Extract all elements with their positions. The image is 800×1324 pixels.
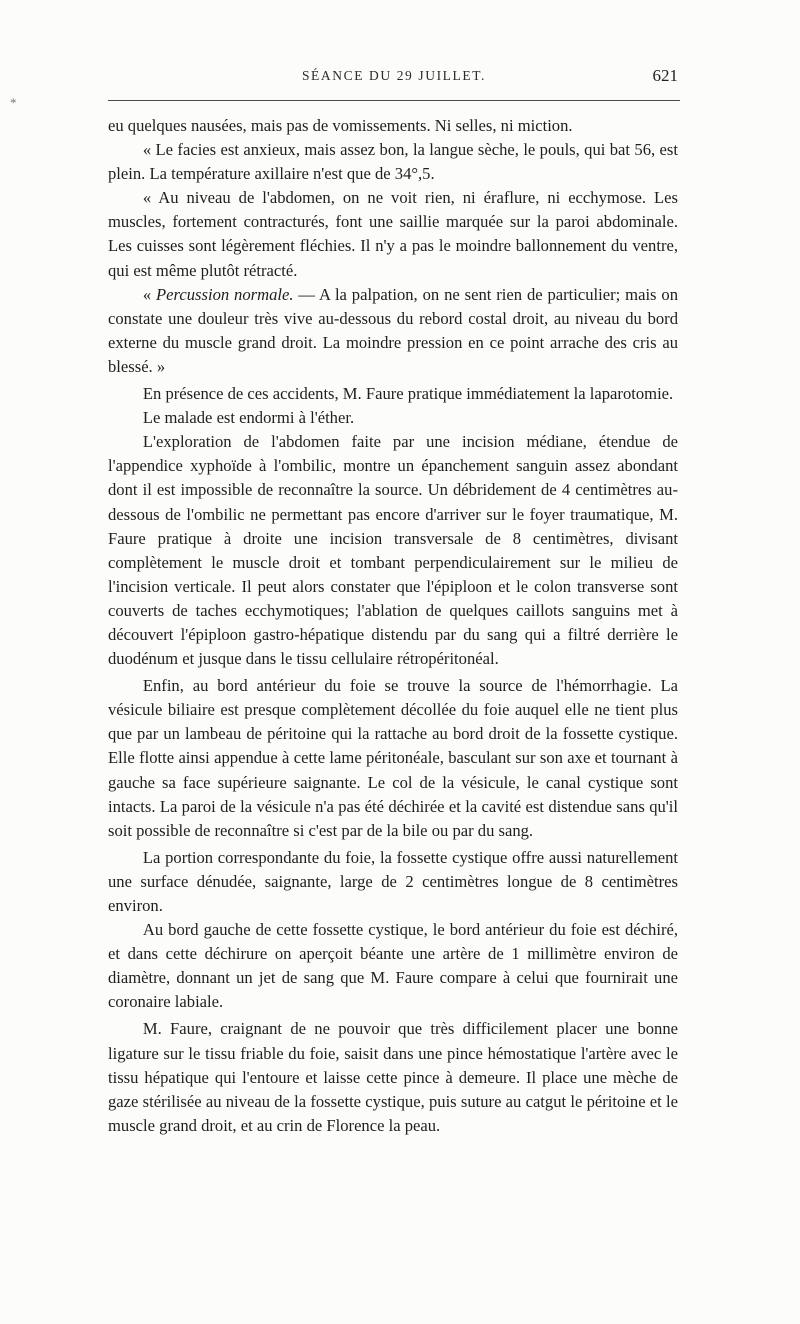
running-title: SÉANCE DU 29 JUILLET. bbox=[301, 68, 487, 83]
percussion-text: — A la palpation, on ne sent rien de particulier; mais on constate une douleur très vive au-dessous du rebord costal droit, au niveau du bord externe du muscle grand droit. La moindre pression en ce point arrache des cris au blessé. » bbox=[108, 284, 678, 376]
paragraph-hemorrhagie: Enfin, au bord antérieur du foie se trouve la source de l'hémorrhagie. La vésicule biliaire est presque complètement décollée du foie auquel elle ne tient plus que par un lambeau de péritoine qui la rattache au bord droit de la fossette cystique. Elle flotte ainsi appendue à cette lame péritonéale, basculant sur son axe et tournant à gauche sa face supérieure saignante. Le col de la vésicule, le canal cystique sont intacts. La paroi de la vésicule n'a pas été déchirée et la cavité est distendue sans qu'il soit possible de reconnaître si c'est par de la bile ou par du sang. bbox=[108, 676, 678, 840]
percussion-heading: Percussion normale. bbox=[156, 284, 294, 304]
page-header bbox=[108, 66, 680, 94]
paragraph-continuation: eu quelques nausées, mais pas de vomissements. Ni selles, ni miction. bbox=[108, 116, 573, 135]
paragraph-artere: Au bord gauche de cette fossette cystique, le bord antérieur du foie est déchiré, et dans cette déchirure on aperçoit béante une artère de 1 millimètre environ de diamètre, donnant un jet de sang que M. Faure compare à celui que fournirait une coronaire labiale. bbox=[108, 920, 678, 1012]
paragraph-exploration: L'exploration de l'abdomen faite par une incision médiane, étendue de l'appendice xyphoïde à l'ombilic, montre un épanchement sanguin assez abondant dont il est impossible de reconnaître la source. Un débridement de 4 centimètres au-dessous de l'ombilic ne permettant pas encore d'arriver sur le foyer traumatique, M. Faure pratique à droite une incision transversale de 8 centimètres, divisant complètement le muscle droit et tombant perpendiculairement sur le milieu de l'incision verticale. Il peut alors constater que l'épiploon et le colon transverse sont couverts de taches ecchymotiques; l'ablation de quelques caillots sanguins met à découvert l'épiploon gastro-hépatique distendu par du sang qui a filtré derrière le duodénum et jusque dans le tissu cellulaire rétropéritonéal. bbox=[108, 432, 678, 669]
paragraph-abdomen: « Au niveau de l'abdomen, on ne voit rien, ni éraflure, ni ecchymose. Les muscles, fortement contracturés, font une saillie marquée sur la paroi abdominale. Les cuisses sont légèrement fléchies. Il n'y a pas le moindre ballonnement du ventre, qui est même plutôt rétracté. bbox=[108, 188, 678, 280]
paragraph-ether: Le malade est endormi à l'éther. bbox=[142, 408, 355, 428]
page-number: 621 bbox=[652, 66, 678, 85]
paragraph-percussion bbox=[108, 283, 678, 379]
header-rule bbox=[108, 100, 680, 101]
paragraph-ligature: M. Faure, craignant de ne pouvoir que très difficilement placer une bonne ligature sur le tissu friable du foie, saisit dans une pince hémostatique l'artère avec le tissu hépatique qui l'entoure et laisse cette pince à demeure. Il place une mèche de gaze stérilisée au niveau de la fossette cystique, puis suture au catgut le péritoine et le muscle grand droit, et au crin de Florence la peau. bbox=[108, 1019, 678, 1135]
paragraph-fossette: La portion correspondante du foie, la fossette cystique offre aussi naturellement une surface dénudée, saignante, large de 2 centimètres longue de 8 centimètres environ. bbox=[108, 847, 678, 915]
margin-mark: * bbox=[10, 95, 17, 110]
paragraph-facies: « Le facies est anxieux, mais assez bon, la langue sèche, le pouls, qui bat 56, est plein. La température axillaire n'est que de 34°,5. bbox=[108, 140, 678, 184]
body-text bbox=[108, 114, 678, 1138]
paragraph-laparotomie: En présence de ces accidents, M. Faure pratique immédiatement la laparotomie. bbox=[142, 384, 674, 404]
percussion-lead: « bbox=[142, 284, 157, 304]
